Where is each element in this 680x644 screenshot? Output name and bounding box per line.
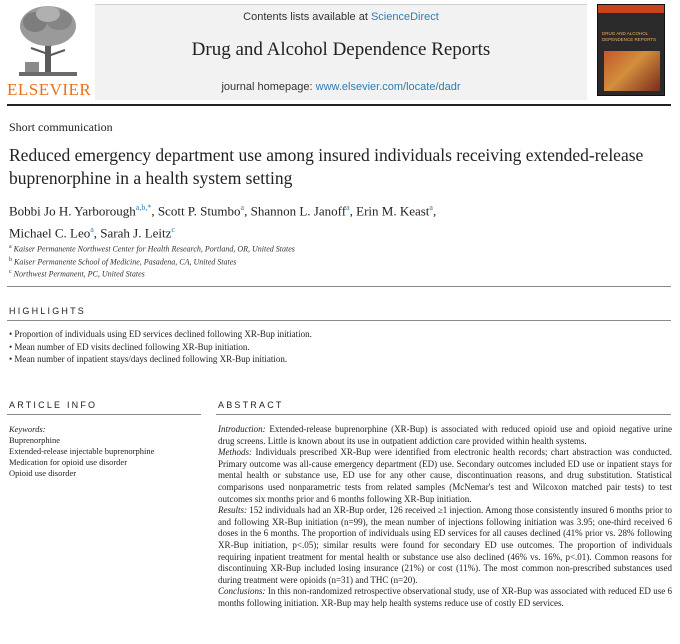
highlights-list	[9, 328, 649, 366]
journal-cover-image[interactable]	[597, 4, 665, 96]
affiliation-item	[9, 255, 649, 268]
article-info-heading: ARTICLE INFO	[9, 400, 98, 410]
cover-art	[604, 51, 660, 91]
abstract-label: Methods:	[218, 447, 252, 458]
elsevier-tree-icon	[15, 4, 81, 78]
abstract-methods	[218, 447, 672, 505]
keyword-item[interactable]: Medication for opioid use disorder	[9, 457, 128, 467]
highlights-divider	[7, 320, 671, 321]
affiliation-mark: b	[9, 256, 12, 263]
author-list: Bobbi Jo H. Yarborough$^{a,b,*}$, Scott P. Stumbo$^a$, Shannon L. Janoff$^a$, Erin M. Keast$^a$, Michael C. Leo$^a$, Sarah J. Leitz$^c$	[9, 203, 437, 241]
abstract-introduction	[218, 424, 672, 447]
affiliation-mark: a	[9, 244, 12, 250]
affiliation-mark: c	[9, 269, 12, 276]
author-name[interactable]: Scott P. Stumbo	[157, 203, 241, 219]
author-name[interactable]: Michael C. Leo	[9, 225, 91, 241]
affiliation-text: Kaiser Permanente Northwest Center for Health Research, Portland, OR, United States	[13, 244, 295, 254]
keyword-item[interactable]: Buprenorphine	[9, 435, 60, 445]
author-marks[interactable]: a	[429, 203, 433, 212]
author-marks[interactable]: a	[346, 203, 350, 212]
homepage-line	[95, 81, 587, 93]
author-name[interactable]: Erin M. Keast	[356, 203, 430, 219]
elsevier-logo[interactable]	[7, 4, 92, 100]
abstract-text: 152 individuals had an XR-Bup order, 126 received ≥1 injection. Among those consistently insured 6 months prior to and following XR-Bup initiation (n=99), the mean number of injections following initiation was 3.95; one-third received 6 doses in the 6 months. The proportion of individuals using ED services for all causes declined (41% prior vs. 28% following XR-Bup initiation, p<.05); similar results were found for secondary ED use outcomes. The proportion of individuals requiring inpatient treatment for mental health or substance use also declined (46% vs. 16%, p<.01). Common reasons for discontinuing XR-Bup included losing insurance (21%) or cost (11%). The most common non-prescribed substances used during treatment were opioids (n=31) and THC (n=20).	[218, 505, 672, 585]
section-divider	[7, 286, 671, 287]
keywords-label: Keywords:	[9, 424, 46, 434]
masthead-divider	[7, 104, 671, 106]
highlight-item: • Mean number of ED visits declined following XR-Bup initiation.	[9, 341, 250, 352]
abstract-label: Conclusions:	[218, 586, 266, 597]
affiliation-list	[9, 242, 649, 280]
abstract-text: Extended-release buprenorphine (XR-Bup) is associated with reduced opioid use and opioid negative urine drug screens. Little is known about its use in outpatient addiction care provided within health systems.	[218, 424, 672, 446]
highlight-item: • Mean number of inpatient stays/days declined following XR-Bup initiation.	[9, 354, 288, 364]
cover-title: DRUG AND ALCOHOL DEPENDENCE REPORTS	[602, 31, 657, 42]
abstract-heading: ABSTRACT	[218, 400, 284, 410]
author-name[interactable]: Shannon L. Janoff	[250, 203, 347, 219]
contents-prefix: Contents lists available at	[243, 11, 371, 23]
abstract-results	[218, 505, 672, 586]
keywords-block	[9, 424, 199, 479]
journal-title: Drug and Alcohol Dependence Reports	[191, 39, 491, 60]
keyword-item[interactable]: Opioid use disorder	[9, 468, 77, 478]
abstract-label: Introduction:	[218, 424, 266, 434]
journal-info-panel	[95, 4, 587, 100]
highlight-text: Mean number of ED visits declined following XR-Bup initiation.	[14, 341, 250, 352]
abstract-divider	[216, 414, 671, 415]
highlights-heading: HIGHLIGHTS	[9, 306, 87, 316]
author-marks[interactable]: a	[90, 225, 94, 235]
cover-band	[598, 5, 664, 13]
article-info-divider	[7, 414, 201, 415]
article-type: Short communication	[9, 120, 113, 134]
keyword-item[interactable]: Extended-release injectable buprenorphine	[9, 446, 155, 456]
author-marks[interactable]: a,b,*	[135, 203, 152, 212]
affiliation-text: Northwest Permanent, PC, United States	[13, 269, 145, 279]
author-marks[interactable]: c	[171, 225, 175, 235]
abstract-text: In this non-randomized retrospective observational study, use of XR-Bup was associated with reduced ED use 6 months following initiation. XR-Bup may help health systems reduce use of costly ED services.	[218, 586, 672, 608]
journal-homepage-link[interactable]: www.elsevier.com/locate/dadr	[315, 81, 461, 93]
author-marks[interactable]: a	[240, 203, 245, 212]
author-name[interactable]: Bobbi Jo H. Yarborough	[9, 203, 136, 219]
elsevier-wordmark: ELSEVIER	[7, 80, 92, 99]
highlight-text: Proportion of individuals using ED services declined following XR-Bup initiation.	[14, 329, 312, 339]
sciencedirect-link[interactable]: ScienceDirect	[370, 11, 439, 23]
abstract-conclusions	[218, 586, 672, 609]
homepage-prefix: journal homepage:	[221, 81, 316, 93]
highlight-text: Mean number of inpatient stays/days declined following XR-Bup initiation.	[14, 354, 288, 364]
abstract-text: Individuals prescribed XR-Bup were identified from electronic health records; chart abstraction was conducted. Primary outcome was all-cause emergency department (ED) use. Secondary outcomes included ED use or inpatient stays for mental health or substance use, ED use for any other cause, discontinuation reasons, and drug substitution. Statistical comparisons used nonparametric tests from related samples (McNemar's test and Wilcoxon matched pair tests) to test outcomes six months prior and 6 months following XR-Bup initiation.	[218, 447, 672, 504]
affiliation-item	[9, 242, 649, 255]
article-title: Reduced emergency department use among insured individuals receiving extended-release buprenorphine in a health system setting	[9, 145, 644, 188]
contents-line	[95, 11, 587, 23]
abstract-label: Results:	[218, 505, 247, 516]
author-name[interactable]: Sarah J. Leitz	[100, 225, 172, 241]
affiliation-item	[9, 267, 649, 280]
journal-masthead	[7, 4, 671, 102]
affiliation-text: Kaiser Permanente School of Medicine, Pasadena, CA, United States	[14, 257, 237, 267]
abstract-body	[218, 424, 672, 610]
highlight-item: • Proportion of individuals using ED services declined following XR-Bup initiation.	[9, 329, 312, 339]
